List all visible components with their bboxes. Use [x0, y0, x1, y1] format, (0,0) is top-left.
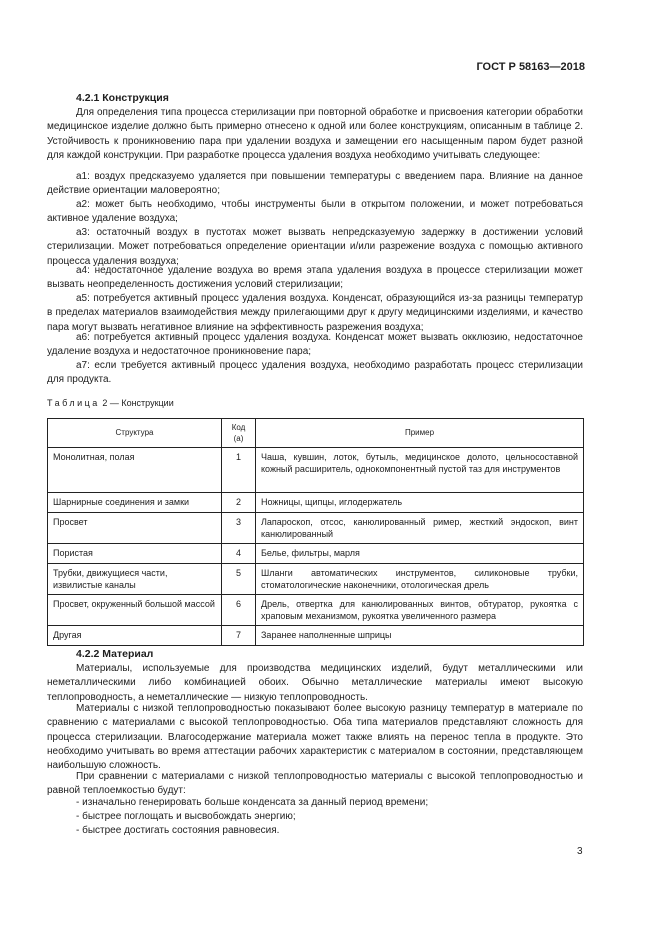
- paragraph-a6: а6: потребуется активный процесс удаления воздуха. Конденсат может вызвать окклюзию, недостаточное удаление воздуха и недостаточное проникновение пара;: [47, 332, 583, 358]
- cell-structure: Пористая: [48, 544, 222, 564]
- cell-code: 5: [222, 564, 256, 595]
- cell-structure: Просвет, окруженный большой массой: [48, 595, 222, 626]
- table-row: [48, 626, 584, 646]
- list-item: - изначально генерировать больше конденсата за данный период времени;: [76, 797, 429, 808]
- cell-structure: Другая: [48, 626, 222, 646]
- cell-example: Белье, фильтры, марля: [256, 544, 584, 564]
- table-caption: [47, 398, 174, 408]
- cell-example: Лапароскоп, отсос, канюлированный ример, жесткий эндоскоп, винт канюлированный: [256, 513, 584, 544]
- cell-example: Шланги автоматических инструментов, силиконовые трубки, стоматологические наконечники, отологическая дрель: [256, 564, 584, 595]
- paragraph-a7: а7: если требуется активный процесс удаления воздуха, необходимо разработать процесс стерилизации для продукта.: [47, 360, 583, 386]
- paragraph-intro: Для определения типа процесса стерилизации при повторной обработке и присвоения категории обработки медицинское изделие должно быть примерно отнесено к одной или более конструкциям, описанным в таблице 2. Устойчивость к проникновению пара при удалении воздуха и замещении его насыщенным паром будет разной для каждой конструкции. При разработке процесса удаления воздуха необходимо учитывать следующее:: [47, 107, 583, 161]
- paragraph-a3: а3: остаточный воздух в пустотах может вызвать непредсказуемую задержку в достижении условий стерилизации. Может потребоваться определение ориентации и/или разрежение воздуха с помощью активного процесса удаления воздуха;: [47, 227, 583, 267]
- paragraph-materials-2: Материалы с низкой теплопроводностью показывают более высокую разницу температур в материале по сравнению с материалами с высокой теплопроводностью. Оба типа материалов представляют сложность для процесса стерилизации. Влагосодержание материала может также влиять на перенос тепла в продукте. Это необходимо учитывать во время аттестации рабочих характеристик с материалом в состоянии, представляющем наибольшую сложность.: [47, 703, 583, 772]
- cell-structure: Монолитная, полая: [48, 448, 222, 493]
- cell-example: Заранее наполненные шприцы: [256, 626, 584, 646]
- paragraph-materials-1: Материалы, используемые для производства медицинских изделий, будут металлическими или неметаллическими либо комбинацией обоих. Обычно металлические материалы имеют высокую теплопроводность, а неметаллические — низкую теплопроводность.: [47, 663, 583, 703]
- cell-code: 6: [222, 595, 256, 626]
- table-caption-number: 2: [102, 398, 108, 408]
- paragraph-a2: а2: может быть необходимо, чтобы инструменты были в открытом положении, и может потребоваться активное удаление воздуха;: [47, 199, 583, 225]
- list-item: - быстрее достигать состояния равновесия.: [76, 825, 280, 836]
- cell-structure: Просвет: [48, 513, 222, 544]
- header-code: Код (а): [222, 419, 256, 448]
- table-row: [48, 513, 584, 544]
- table-row: [48, 493, 584, 513]
- table-row: [48, 448, 584, 493]
- document-id: ГОСТ Р 58163—2018: [476, 61, 585, 73]
- section-title-construction: 4.2.1 Конструкция: [76, 92, 169, 104]
- list-item: - быстрее поглощать и высвобождать энергию;: [76, 811, 296, 822]
- cell-code: 7: [222, 626, 256, 646]
- table-row: [48, 564, 584, 595]
- table-caption-title: — Конструкции: [107, 398, 174, 408]
- cell-structure: Трубки, движущиеся части, извилистые каналы: [48, 564, 222, 595]
- table-row: [48, 544, 584, 564]
- paragraph-materials-3: При сравнении с материалами с низкой теплопроводностью материалы с высокой теплопроводностью и равной теплоемкостью будут:: [47, 771, 583, 797]
- cell-example: Ножницы, щипцы, иглодержатель: [256, 493, 584, 513]
- cell-example: Чаша, кувшин, лоток, бутыль, медицинское долото, цельносоставной кожный расширитель, однокомпонентный пустой таз​ для инструментов: [256, 448, 584, 493]
- page-number: 3: [577, 846, 583, 857]
- cell-code: 3: [222, 513, 256, 544]
- section-title-material: 4.2.2 Материал: [76, 648, 154, 660]
- table-caption-prefix: Таблица: [47, 398, 100, 408]
- cell-code: 4: [222, 544, 256, 564]
- constructions-table: [47, 418, 584, 646]
- cell-structure: Шарнирные соединения и замки: [48, 493, 222, 513]
- table-row: [48, 595, 584, 626]
- paragraph-a1: а1: воздух предсказуемо удаляется при повышении температуры с введением пара. Влияние на данное действие ориентации маловероятно;: [47, 171, 583, 197]
- cell-example: Дрель, отвертка для канюлированных винтов, обтуратор, рукоятка с храповым механизмом, рукоятка увеличенного размера: [256, 595, 584, 626]
- paragraph-a4: а4: недостаточное удаление воздуха во время этапа удаления воздуха в процессе стерилизации может вызвать неопределенность достижения условий стерилизации;: [47, 265, 583, 291]
- header-example: Пример: [256, 419, 584, 448]
- cell-code: 1: [222, 448, 256, 493]
- cell-code: 2: [222, 493, 256, 513]
- header-structure: Структура: [48, 419, 222, 448]
- table-header-row: [48, 419, 584, 448]
- paragraph-a5: а5: потребуется активный процесс удаления воздуха. Конденсат, образующийся из-за разницы температур в пределах материалов взаимодействия между прилегающими друг к другу медицинскими изделиями, и качество пара могут вызвать негативное влияние на эффективность разрежения воздуха;: [47, 293, 583, 333]
